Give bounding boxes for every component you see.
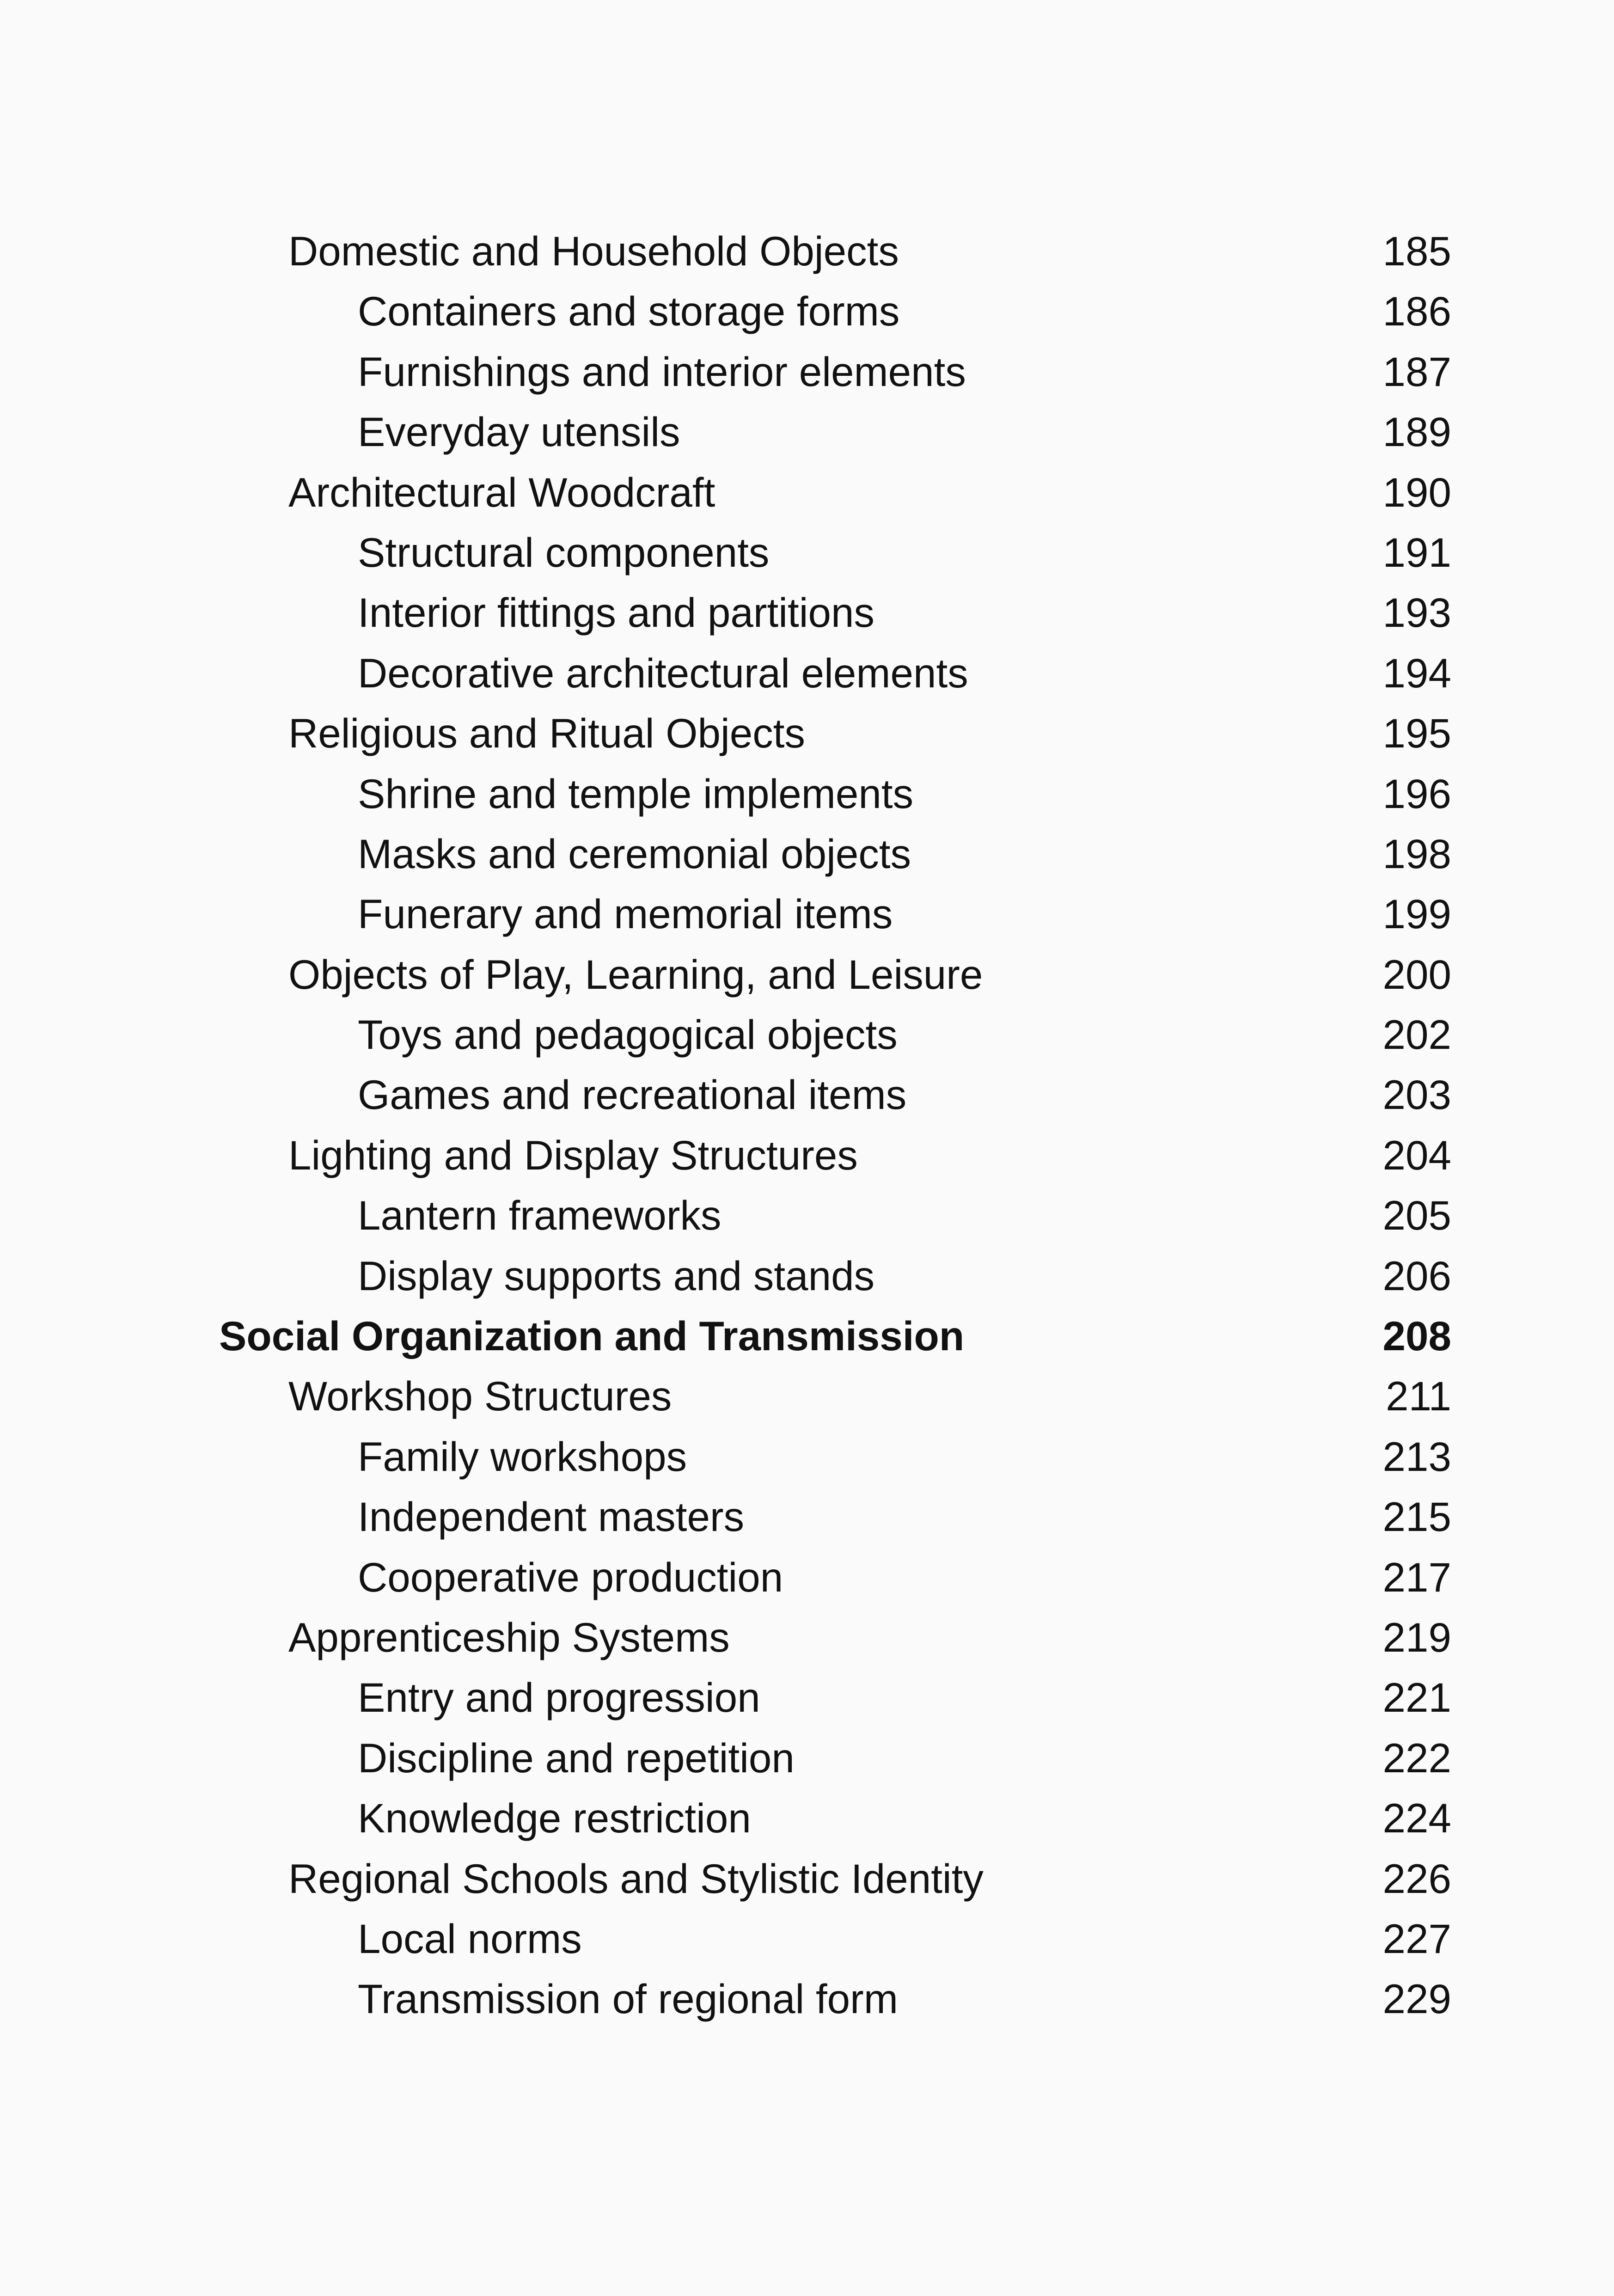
toc-entry-title: Toys and pedagogical objects: [358, 1011, 898, 1058]
toc-subentry: [0, 1065, 1614, 1125]
toc-page-number: 215: [1382, 1494, 1451, 1540]
toc-page-number: 199: [1382, 891, 1451, 937]
toc-entry-title: Structural components: [358, 529, 770, 576]
toc-page-number: 224: [1382, 1795, 1451, 1842]
toc-page-number: 227: [1382, 1915, 1451, 1962]
toc-chapter-entry: [0, 1607, 1614, 1667]
toc-subentry: [0, 643, 1614, 703]
toc-entry-title: Discipline and repetition: [358, 1734, 795, 1781]
toc-page-number: 221: [1382, 1674, 1451, 1721]
toc-subentry: [0, 764, 1614, 824]
toc-entry-title: Cooperative production: [358, 1554, 783, 1600]
toc-page-number: 205: [1382, 1192, 1451, 1239]
toc-entry-title: Local norms: [358, 1915, 582, 1962]
toc-subentry: [0, 1004, 1614, 1065]
toc-subentry: [0, 1246, 1614, 1306]
toc-section-heading: [0, 1306, 1614, 1366]
toc-page-number: 226: [1382, 1855, 1451, 1902]
toc-subentry: [0, 1969, 1614, 2029]
toc-chapter-entry: [0, 1125, 1614, 1185]
toc-chapter-entry: [0, 1849, 1614, 1909]
toc-entry-title: Independent masters: [358, 1494, 745, 1540]
toc-entry-title: Domestic and Household Objects: [288, 228, 899, 274]
toc-page-number: 204: [1382, 1132, 1451, 1178]
toc-entry-title: Everyday utensils: [358, 409, 680, 455]
toc-page-number: 195: [1382, 710, 1451, 757]
toc-entry-title: Containers and storage forms: [358, 288, 900, 335]
toc-subentry: [0, 1788, 1614, 1848]
toc-entry-title: Religious and Ritual Objects: [288, 710, 806, 757]
toc-page-number: 186: [1382, 288, 1451, 335]
toc-subentry: [0, 402, 1614, 462]
toc-page-number: 222: [1382, 1734, 1451, 1781]
toc-entry-title: Transmission of regional form: [358, 1976, 898, 2022]
toc-entry-title: Architectural Woodcraft: [288, 469, 715, 515]
toc-page-number: 202: [1382, 1011, 1451, 1058]
toc-subentry: [0, 582, 1614, 643]
toc-subentry: [0, 1728, 1614, 1788]
toc-page-number: 229: [1382, 1976, 1451, 2022]
toc-entry-title: Objects of Play, Learning, and Leisure: [288, 951, 983, 998]
toc-entry-title: Apprenticeship Systems: [288, 1614, 730, 1660]
toc-chapter-entry: [0, 462, 1614, 522]
toc-entry-title: Funerary and memorial items: [358, 891, 893, 937]
toc-page-number: 217: [1382, 1554, 1451, 1600]
toc-subentry: [0, 1427, 1614, 1487]
toc-page-number: 206: [1382, 1252, 1451, 1299]
toc-entry-title: Lighting and Display Structures: [288, 1132, 858, 1178]
toc-entry-title: Entry and progression: [358, 1674, 760, 1721]
toc-entry-title: Knowledge restriction: [358, 1795, 751, 1842]
toc-page-number: 193: [1382, 589, 1451, 636]
table-of-contents: [0, 221, 1614, 2029]
toc-page-number: 198: [1382, 830, 1451, 877]
toc-entry-title: Games and recreational items: [358, 1071, 907, 1118]
toc-chapter-entry: [0, 221, 1614, 281]
toc-page-number: 196: [1382, 770, 1451, 817]
toc-page-number: 191: [1382, 529, 1451, 576]
toc-entry-title: Regional Schools and Stylistic Identity: [288, 1855, 984, 1902]
toc-subentry: [0, 522, 1614, 582]
toc-page-number: 187: [1382, 348, 1451, 395]
toc-entry-title: Shrine and temple implements: [358, 770, 914, 817]
toc-page-number: 208: [1382, 1313, 1451, 1359]
toc-subentry: [0, 1909, 1614, 1969]
toc-entry-title: Workshop Structures: [288, 1373, 672, 1420]
toc-page-number: 200: [1382, 951, 1451, 998]
toc-page-number: 203: [1382, 1071, 1451, 1118]
toc-page-number: 211: [1386, 1373, 1451, 1420]
toc-page-number: 189: [1382, 409, 1451, 455]
toc-page-number: 213: [1382, 1433, 1451, 1480]
toc-subentry: [0, 1487, 1614, 1547]
toc-entry-title: Furnishings and interior elements: [358, 348, 966, 395]
toc-subentry: [0, 1185, 1614, 1245]
toc-chapter-entry: [0, 703, 1614, 763]
toc-chapter-entry: [0, 1366, 1614, 1426]
toc-entry-title: Family workshops: [358, 1433, 687, 1480]
toc-entry-title: Decorative architectural elements: [358, 649, 968, 696]
toc-entry-title: Lantern frameworks: [358, 1192, 721, 1239]
toc-page-number: 219: [1382, 1614, 1451, 1660]
toc-chapter-entry: [0, 944, 1614, 1004]
toc-page-number: 190: [1382, 469, 1451, 515]
toc-entry-title: Display supports and stands: [358, 1252, 875, 1299]
toc-subentry: [0, 824, 1614, 884]
toc-subentry: [0, 884, 1614, 944]
toc-subentry: [0, 281, 1614, 341]
toc-entry-title: Interior fittings and partitions: [358, 589, 875, 636]
toc-subentry: [0, 1547, 1614, 1607]
toc-entry-title: Social Organization and Transmission: [219, 1313, 965, 1359]
toc-subentry: [0, 1667, 1614, 1727]
toc-entry-title: Masks and ceremonial objects: [358, 830, 911, 877]
toc-subentry: [0, 342, 1614, 402]
toc-page-number: 185: [1382, 228, 1451, 274]
toc-page-number: 194: [1382, 649, 1451, 696]
